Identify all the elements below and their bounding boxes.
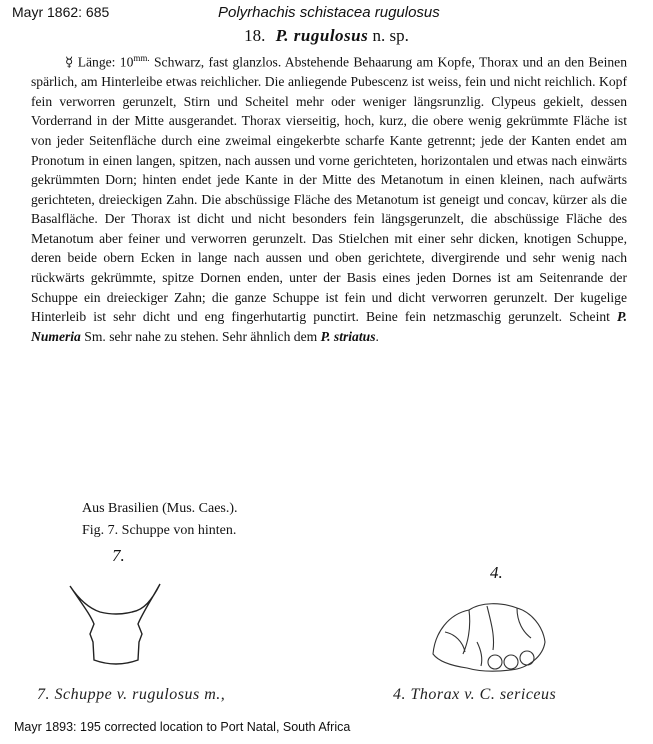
- thorax-suture-5: [477, 642, 482, 666]
- species-name: P. rugulosus: [275, 26, 369, 45]
- figure-4-caption: 4. Thorax v. C. sericeus: [393, 686, 557, 703]
- scale-outline: [70, 584, 160, 664]
- length-unit: mm.: [133, 53, 150, 63]
- thorax-illustration: [425, 592, 555, 678]
- leg-socket-2: [504, 655, 518, 669]
- thorax-suture-2: [487, 606, 494, 650]
- figure-7-caption: 7. Schuppe v. rugulosus m.,: [37, 686, 226, 703]
- description-body: [31, 49, 627, 346]
- figure-note: Fig. 7. Schuppe von hinten.: [82, 523, 237, 538]
- figure-7-number: 7.: [112, 546, 125, 565]
- petiole-scale-illustration: [60, 576, 170, 676]
- leg-socket-1: [488, 655, 502, 669]
- species-number: 18.: [244, 26, 266, 45]
- figure-4-number: 4.: [490, 563, 503, 582]
- description-part2: Sm. sehr nahe zu stehen. Sehr ähnlich dem: [80, 328, 321, 344]
- description-lead: ☿ Länge: 10: [65, 54, 134, 70]
- species-suffix: n. sp.: [372, 26, 409, 45]
- thorax-suture-3: [517, 608, 531, 638]
- description-paragraph: [31, 49, 627, 346]
- citation-header: Mayr 1862: 685: [12, 4, 110, 20]
- origin-line: Aus Brasilien (Mus. Caes.).: [82, 501, 238, 516]
- species-title: Polyrhachis schistacea rugulosus: [218, 4, 440, 21]
- leg-socket-3: [520, 651, 534, 665]
- thorax-suture-4: [445, 632, 465, 652]
- species-ref-numeria: P. Numeria: [31, 309, 627, 344]
- description-part3: .: [375, 328, 379, 344]
- species-ref-striatus: P. striatus: [320, 328, 376, 344]
- footer-note: Mayr 1893: 195 corrected location to Port Natal, South Africa: [14, 720, 351, 734]
- description-part1: Schwarz, fast glanzlos. Abstehende Behaarung am Kopfe, Thorax und an den Beinen spärlich, am Hinterleibe etwas reichlicher. Die anliegende Pubescenz ist weiss, fein und nicht reichlich. Kopf fein verworren gerunzelt, Stirn und Scheitel mehr oder weniger längsrunzlig. Clypeus gekielt, dessen Vorderrand in der Mitte ausgerandet. Thorax vierseitig, hoch, kurz, die obere wenig gekrümmte Fläche ist von jeder Seitenfläche durch eine zweimal eingekerbte scharfe Kante getrennt; jede der Kanten endet am Pronotum in einen langen, spitzen, nach aussen und vorne gerichteten, horizontalen und etwas nach einwärts gekrümmten Dorn; hinten endet jede Kante in der Mitte des Metanotum in einen kleinen, nach aufwärts gerichteten, dreieckigen Zahn. Die abschüssige Fläche des Metanotum ist geneigt und concav, kürzer als die Basalfläche. Der Thorax ist dicht und nicht besonders fein längsgerunzelt, die abschüssige Fläche des Metanotum aber feiner und verworren gerunzelt. Das Stielchen mit einer sehr dicken, knotigen Schuppe, deren beide obern Ecken in lange nach aussen und oben gerichtete, divergirende und sehr wenig nach rückwärts gekrümmte, spitze Dornen enden, unter der Basis eines jeden Dornes ist am Seitenrande der Schuppe ein dreieckiger Zahn; die ganze Schuppe ist fein und dicht verworren gerunzelt. Der kugelige Hinterleib ist sehr dicht und eng fingerhutartig punctirt. Beine fein netzmaschig gerunzelt. Scheint: [31, 54, 627, 325]
- species-heading: [0, 26, 653, 46]
